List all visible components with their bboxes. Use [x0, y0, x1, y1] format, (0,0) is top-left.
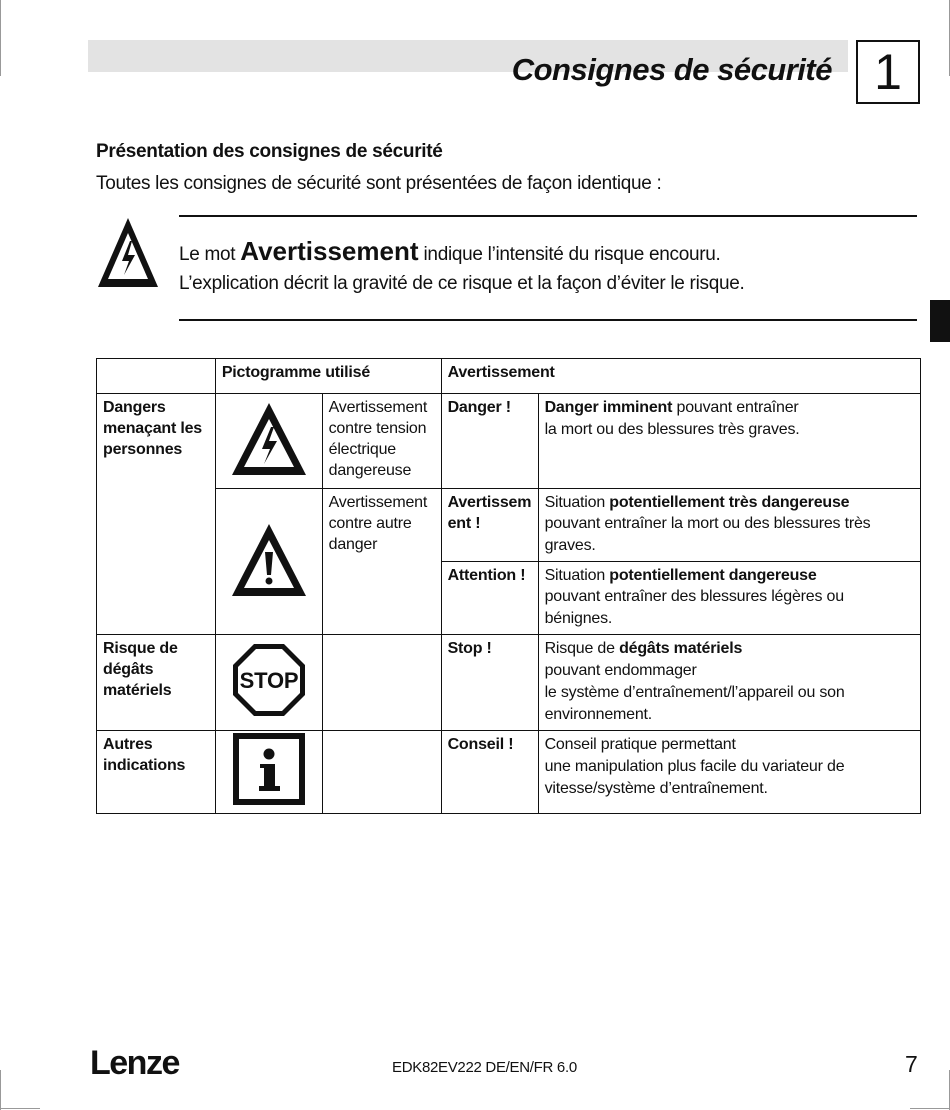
- crop-mark: [0, 1108, 40, 1109]
- pictogram-cell: [215, 394, 322, 489]
- box-line-1: [179, 236, 721, 267]
- description-bold: potentiellement très dangereuse: [609, 494, 850, 511]
- description-pre: Risque de: [544, 640, 615, 657]
- description-cell: [538, 635, 920, 731]
- pictogram-label-empty: [322, 731, 441, 814]
- lenze-logo: Lenze: [90, 1044, 179, 1082]
- stop-sign-icon: [230, 641, 308, 719]
- pictogram-label: Avertissement contre tension électrique dangereuse: [322, 394, 441, 489]
- description-text: pouvant endommager: [544, 662, 697, 679]
- description-bold: dégâts matériels: [619, 640, 743, 657]
- category-cell: Dangers menaçant les personnes: [97, 394, 216, 635]
- crop-mark: [0, 1070, 1, 1110]
- box-top-rule: [179, 215, 917, 217]
- table-row: [97, 489, 921, 562]
- safety-notice-table: [96, 358, 921, 814]
- table-header-pictogram: Pictogramme utilisé: [215, 359, 441, 394]
- box-keyword: Avertissement: [240, 236, 419, 266]
- chapter-number: 1: [856, 40, 920, 104]
- description-pre: Situation: [544, 494, 606, 511]
- table-header-warning: Avertissement: [441, 359, 920, 394]
- signal-word-text: Avertissement !: [447, 494, 532, 532]
- description-text: pouvant entraîner des blessures légères ou bénignes.: [544, 588, 844, 627]
- page-title: Consignes de sécurité: [511, 52, 832, 87]
- general-hazard-icon: [228, 518, 310, 600]
- table-row: [97, 635, 921, 731]
- page-number: 7: [905, 1051, 918, 1077]
- pictogram-label-empty: [322, 635, 441, 731]
- signal-word: Stop !: [441, 635, 538, 731]
- section-intro: Toutes les consignes de sécurité sont présentées de façon identique :: [96, 173, 662, 194]
- electric-hazard-icon: [228, 397, 310, 479]
- description-bold: Danger imminent: [544, 399, 673, 416]
- description-text: la mort ou des blessures très graves.: [544, 421, 800, 438]
- chapter-tab-marker: [930, 300, 950, 342]
- pictogram-cell: [215, 731, 322, 814]
- table-row: [97, 394, 921, 489]
- pictogram-label: Avertissement contre autre danger: [322, 489, 441, 635]
- section-heading: Présentation des consignes de sécurité: [96, 141, 443, 162]
- signal-word: Attention !: [441, 562, 538, 635]
- box-line-2: L’explication décrit la gravité de ce risque et la façon d’éviter le risque.: [179, 273, 745, 294]
- description-text: le système d’entraînement/l’appareil ou son environnement.: [544, 684, 845, 723]
- info-icon: [231, 731, 307, 807]
- description-cell: [538, 562, 920, 635]
- electric-hazard-icon: [95, 215, 161, 291]
- description-pre: Situation: [544, 567, 606, 584]
- description-text: pouvant entraîner: [676, 399, 799, 416]
- description-text: Conseil pratique permettant: [544, 736, 736, 753]
- table-row: [97, 731, 921, 814]
- description-text: une manipulation plus facile du variateur de vitesse/système d’entraînement.: [544, 758, 845, 797]
- crop-mark: [0, 0, 1, 76]
- box-bottom-rule: [179, 319, 917, 321]
- pictogram-cell: [215, 489, 322, 635]
- stop-sign-text: STOP: [239, 667, 299, 693]
- box-line-1-prefix: Le mot: [179, 244, 236, 265]
- category-cell: Risque de dégâts matériels: [97, 635, 216, 731]
- category-cell: Autres indications: [97, 731, 216, 814]
- signal-word: Danger !: [441, 394, 538, 489]
- description-text: pouvant entraîner la mort ou des blessures très graves.: [544, 515, 871, 554]
- crop-mark: [910, 1108, 950, 1109]
- document-code: EDK82EV222 DE/EN/FR 6.0: [392, 1059, 577, 1076]
- signal-word: Conseil !: [441, 731, 538, 814]
- description-cell: [538, 394, 920, 489]
- box-line-1-suffix: indique l’intensité du risque encouru.: [423, 244, 721, 265]
- description-cell: [538, 731, 920, 814]
- description-bold: potentiellement dangereuse: [609, 567, 817, 584]
- table-header-row: [97, 359, 921, 394]
- description-cell: [538, 489, 920, 562]
- pictogram-cell: [215, 635, 322, 731]
- table-header-empty: [97, 359, 216, 394]
- signal-word: [441, 489, 538, 562]
